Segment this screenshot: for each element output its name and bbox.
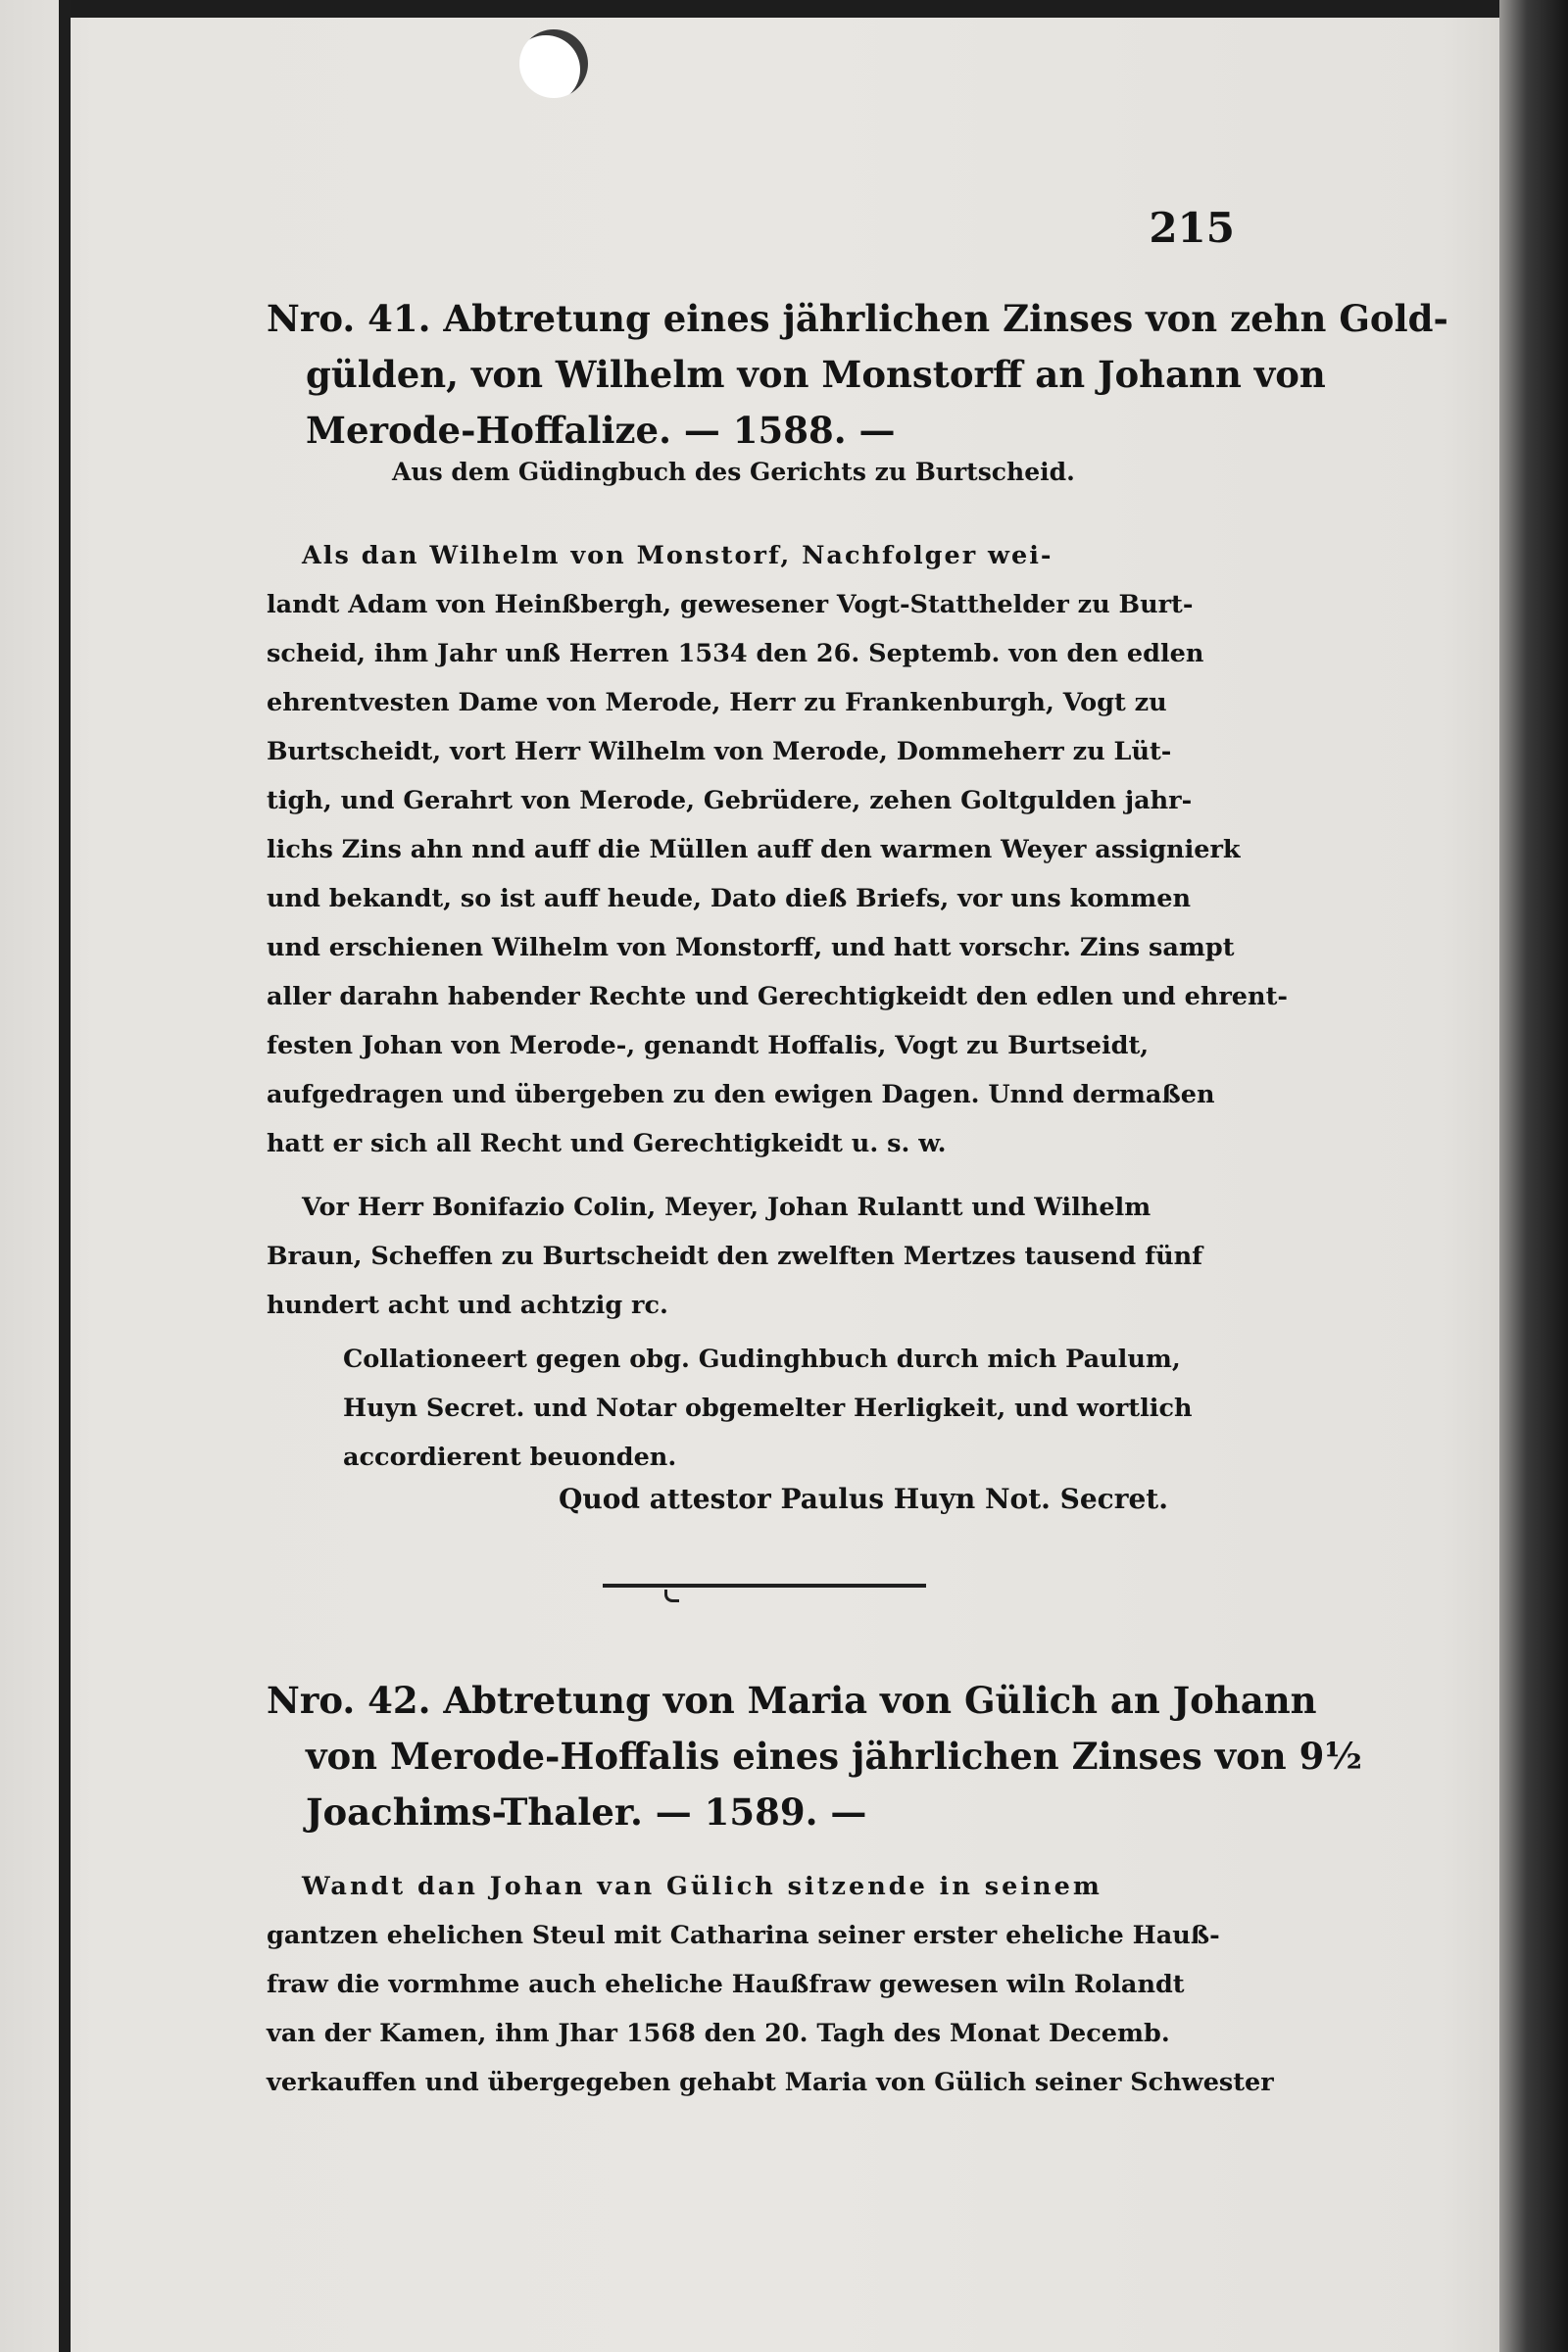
text-line: accordierent beuonden. [343,1443,677,1472]
section-divider [603,1584,926,1588]
text-line: Braun, Scheffen zu Burtscheidt den zwelften Mertzes tausend fünf [267,1242,1203,1271]
text-line: Huyn Secret. und Notar obgemelter Herligkeit, und wortlich [343,1394,1193,1423]
text-line: und bekandt, so ist auff heude, Dato dieß Briefs, vor uns kommen [267,884,1191,913]
text-line: Burtscheidt, vort Herr Wilhelm von Merode, Dommeherr zu Lüt- [267,737,1172,766]
text-line: Vor Herr Bonifazio Colin, Meyer, Johan Rulantt und Wilhelm [302,1193,1152,1222]
text-line: verkauffen und übergegeben gehabt Maria von Gülich seiner Schwester [267,2068,1274,2097]
text-line: tigh, und Gerahrt von Merode, Gebrüdere, zehen Goltgulden jahr- [267,786,1193,815]
entry-42-heading [267,1673,1362,1840]
text-line: und erschienen Wilhelm von Monstorff, und hatt vorschr. Zins sampt [267,933,1235,962]
heading-line: Nro. 41. Abtretung eines jährlichen Zinses von zehn Gold- [267,297,1448,340]
text-line: Wandt dan Johan van Gülich sitzende in seinem [302,1872,1102,1901]
text-line: hundert acht und achtzig rc. [267,1291,668,1320]
heading-line: Joachims-Thaler. — 1589. — [306,1790,867,1834]
text-line: landt Adam von Heinßbergh, gewesener Vogt-Statthelder zu Burt- [267,590,1194,619]
page-number: 215 [1149,204,1235,252]
entry-41-paragraph-1 [267,531,1288,1168]
entry-42-paragraph-1 [267,1862,1274,2107]
text-line: lichs Zins ahn nnd auff die Müllen auff den warmen Weyer assignierk [267,835,1241,864]
text-line: scheid, ihm Jahr unß Herren 1534 den 26. Septemb. von den edlen [267,639,1204,668]
text-line: aufgedragen und übergeben zu den ewigen Dagen. Unnd dermaßen [267,1080,1215,1109]
heading-line: Nro. 42. Abtretung von Maria von Gülich an Johann [267,1679,1317,1722]
divider-flourish [664,1590,679,1602]
text-line: Als dan Wilhelm von Monstorf, Nachfolger wei- [302,541,1054,570]
text-line: Collationeert gegen obg. Gudinghbuch durch mich Paulum, [343,1345,1181,1374]
heading-line: Merode-Hoffalize. — 1588. — [306,409,896,452]
text-line: hatt er sich all Recht und Gerechtigkeidt u. s. w. [267,1129,947,1158]
text-line: gantzen ehelichen Steul mit Catharina seiner erster eheliche Hauß- [267,1921,1220,1950]
text-line: van der Kamen, ihm Jhar 1568 den 20. Tagh des Monat Decemb. [267,2019,1170,2048]
text-line: fraw die vormhme auch eheliche Haußfraw gewesen wiln Rolandt [267,1970,1185,1999]
entry-41-paragraph-2 [267,1183,1202,1330]
entry-41-heading [267,291,1448,459]
entry-41-collation [343,1335,1193,1482]
text-line: ehrentvesten Dame von Merode, Herr zu Frankenburgh, Vogt zu [267,688,1167,717]
heading-line: gülden, von Wilhelm von Monstorff an Johann von [306,353,1326,396]
text-line: festen Johan von Merode-, genandt Hoffalis, Vogt zu Burtseidt, [267,1031,1150,1060]
heading-line: von Merode-Hoffalis eines jährlichen Zinses von 9½ [306,1735,1362,1778]
entry-41-source: Aus dem Güdingbuch des Gerichts zu Burtscheid. [392,458,1075,486]
entry-41-signoff: Quod attestor Paulus Huyn Not. Secret. [559,1483,1168,1515]
text-line: aller darahn habender Rechte und Gerechtigkeidt den edlen und ehrent- [267,982,1288,1011]
